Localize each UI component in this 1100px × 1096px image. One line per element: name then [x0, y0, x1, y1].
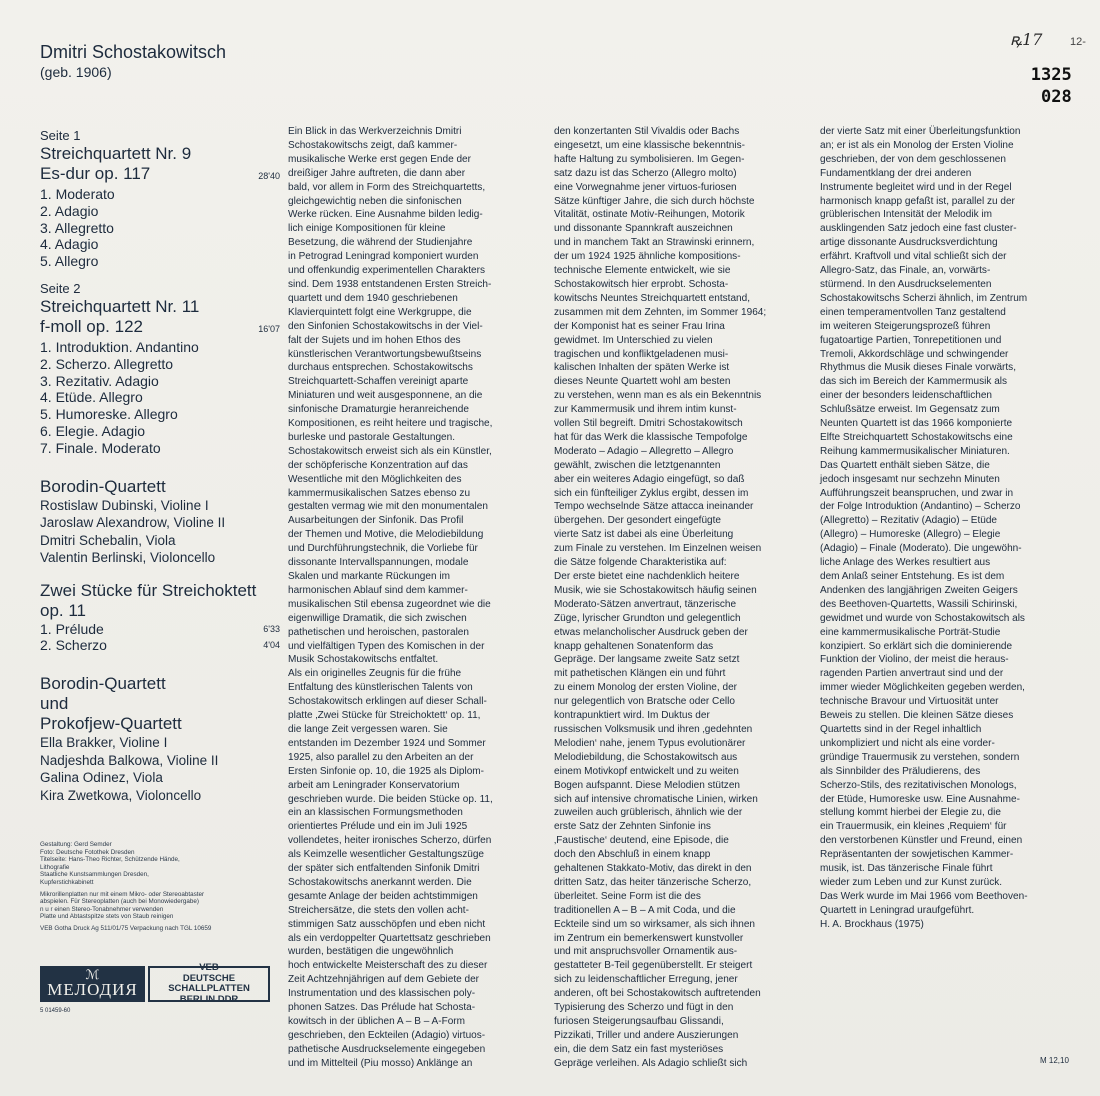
veb-logo — [148, 962, 270, 1005]
movement: 2. Adagio — [40, 202, 99, 219]
playback-note: n u r einen Stereo-Tonabnehmer verwenden — [40, 905, 164, 913]
veb-line: SCHALLPLATTEN — [168, 983, 250, 994]
credit-line: Kupferstichkabinett — [40, 878, 94, 886]
piece-row — [40, 621, 280, 638]
movement: 2. Scherzo. Allegretto — [40, 355, 174, 372]
melodia-logo — [40, 966, 145, 1002]
side-2-label: Seite 2 — [40, 280, 81, 296]
movement: 5. Allegro — [40, 253, 99, 270]
catalog-number-2: 028 — [1041, 87, 1072, 107]
performer: Nadjeshda Balkowa, Violine II — [40, 752, 219, 768]
melodia-name: МЕЛОДИЯ — [47, 980, 138, 999]
handwritten-small: 12- — [1070, 36, 1086, 48]
side-1-label: Seite 1 — [40, 128, 81, 143]
movement: 4. Adagio — [40, 236, 99, 253]
credit-line: Foto: Deutsche Fotothek Dresden — [40, 848, 135, 856]
piece-duration: 6'33 — [263, 623, 280, 634]
side-1-work-key-row — [40, 164, 280, 186]
side-1-duration: 28'40 — [258, 171, 280, 181]
printer-line: VEB Gotha Druck Ag 511/01/75 Verpackung nach TGL 10659 — [40, 924, 212, 932]
ensemble-2-name-1: Borodin-Quartett — [40, 674, 166, 694]
essay-column-2: den konzertanten Stil Vivaldis oder Bachs eingesetzt, um eine klassische bekenntnis- hafte Haltung zu symbolisieren. Im Gegen- satz dazu ist das Scherzo (Allegro molto) eine Vorwegnahme jener virtuos-furiosen Sätze künftiger Jahre, die sich durch höchste Vitalität, ostinate Motiv-Reihungen, Motorik und dissonante Spannkraft auszeichnen und in manchem Takt an Strawinski erinnern, der um 1924 1925 ähnliche kompositions- technische Elemente entwickelt, wie sie Schostakowitsch hier erprobt. Schosta- kowitschs Neuntes Streichquartett entstand, zusammen mit dem Zehnten, im Sommer 1964; der Komponist hat es seiner Frau Irina gewidmet. Im Unterschied zu vielen tragischen und konfliktgeladenen musi- kalischen Inhalten der späten Werke ist dieses Neunte Quartett wohl am besten zu verstehen, wenn man es als ein Bekenntnis zur Kammermusik und ihrem intim kunst- vollen Stil begreift. Dmitri Schostakowitsch hat für das Werk die klassische Tempofolge Moderato – Adagio – Allegretto – Allegro gewählt, zwischen die letztgenannten aber ein weiteres Adagio eingefügt, so daß sich ein fünfteiliger Zyklus ergibt, dessen im Tempo wechselnde Sätze attacca ineinander übergehen. Der gesondert eingefügte vierte Satz ist dabei als eine Überleitung zum Finale zu verstehen. Im Einzelnen weisen die Sätze folgende Charakteristika auf: Der erste bietet eine nachdenklich heitere Musik, wie sie Schostakowitsch häufig seinen Moderato-Sätzen anvertraut, tänzerische Züge, lyrischer Grundton und gelegentlich etwas melancholischer Ausdruck geben der knapp gehaltenen Sonatenform das Gepräge. Der langsame zweite Satz setzt mit pathetischen Klängen ein und führt zu einem Monolog der ersten Violine, der nur gelegentlich von Bratsche oder Cello kontrapunktiert wird. Im Duktus der russischen Volksmusik und ihren ‚gedehnten Melodien‘ nahe, jenem Typus evolutionärer Melodiebildung, die Schostakowitsch aus einem Motivkopf entwickelt und zu weiten Bogen aufspannt. Diese Melodien stützen sich auf intensive chromatische Linien, wirken zuweilen auch grüblerisch, ähnlich wie der erste Satz der Zehnten Sinfonie ins ‚Faustische‘ deutend, eine Episode, die doch den Abschluß in einem knapp gehaltenen Stakkato-Motiv, das direkt in den dritten Satz, das heiter tänzerische Scherzo, überleitet. Seine Form ist die des traditionellen A – B – A mit Coda, und die Eckteile sind um so wirksamer, als sich ihnen im Zentrum ein bemerkenswert kunstvoller und mit anspruchsvoller Ornamentik aus- gestatteter B-Teil gegenüberstellt. Er steigert sich zu leidenschaftlicher Erregung, jener anderen, oft bei Schostakowitsch auftretenden Typisierung des Scherzo und fügt in den furiosen Steigerungsaufbau Glissandi, Pizzikati, Triller und andere Auszierungen ein, die dem Satz ein fast mysteriöses Gepräge verleihen. Als Adagio schließt sich — [554, 126, 767, 1069]
performer: Valentin Berlinski, Violoncello — [40, 550, 216, 566]
work-3-title: Zwei Stücke für Streichoktett — [40, 580, 257, 600]
side-2-work-key: f-moll op. 122 — [40, 316, 143, 336]
essay-column-1: Ein Blick in das Werkverzeichnis Dmitri Schostakowitschs zeigt, daß kammer- musikalische Werke erst gegen Ende der dreißiger Jahre auftreten, die dann aber bald, vor allem in Form des Streichquartetts, gleichgewichtig neben die sinfonischen Werke rücken. Eine Ausnahme bilden ledig- lich einige Kompositionen für kleine Besetzung, die während der Studienjahre in Petrograd Leningrad komponiert wurden und offenkundig experimentellen Charakters sind. Dem 1938 entstandenen Ersten Streich- quartett und dem 1940 geschriebenen Klavierquintett folgt eine Werkgruppe, die den Sinfonien Schostakowitschs in der Viel- falt der Sujets und im hohen Ethos des künstlerischen Verantwortungsbewußtseins durchaus entsprechen. Schostakowitschs Streichquartett-Schaffen vereinigt aparte Miniaturen und weit ausgesponnene, an die sinfonische Dramaturgie heranreichende Kompositionen, es reiht heitere und tragische, burleske und pastorale Gestaltungen. Schostakowitsch erweist sich als ein Künstler, der schöpferische Konzentration auf das Wesentliche mit den Möglichkeiten des kammermusikalischen Satzes ebenso zu gestalten vermag wie mit den monumentalen Ausarbeitungen der Sinfonik. Das Profil der Themen und Motive, die Melodiebildung und Durchführungstechnik, die Vorliebe für dissonante Intervallspannungen, modale Skalen und markante Rückungen im harmonischen Ablauf sind dem kammer- musikalischen Stil ebensa zugeordnet wie die eigenwillige Dramatik, die sich zwischen pathetischen und heroischen, pastoralen und vielfältigen Typen des Komischen in der Musik Schostakowitschs entfaltet. Als ein originelles Zeugnis für die frühe Entfaltung des künstlerischen Talents von Schostakowitsch erklingen auf dieser Schall- platte ‚Zwei Stücke für Streichoktett‘ op. 11, die lange Zeit vergessen waren. Sie entstanden im Dezember 1924 und Sommer 1925, also parallel zu den Arbeiten an der Ersten Sinfonie op. 10, die 1925 als Diplom- arbeit am Leningrader Konservatorium geschrieben wurde. Die beiden Stücke op. 11, ein an klassischen Formungsmethoden orientiertes Prélude und ein im Juli 1925 vollendetes, heiter ironisches Scherzo, dürfen als Keimzelle wesentlicher Gestaltungszüge der später sich entfaltenden Sinfonik Dmitri Schostakowitschs anerkannt werden. Die gesamte Anlage der beiden achtstimmigen Streichersätze, die stets den vollen acht- stimmigen Satz ausschöpfen und eben nicht als ein verdoppelter Quartettsatz geschrieben wurden, bestätigen die ungewöhnlich hoch entwickelte Meisterschaft des zu dieser Zeit Achtzehnjährigen auf dem Gebiete der Instrumentation und des klassischen poly- phonen Satzes. Das Prélude hat Schosta- kowitsch in der üblichen A – B – A-Form geschrieben, den Eckteilen (Adagio) virtuos- pathetische Ausdruckselemente eingegeben und im Mittelteil (Piu mosso) Anklänge an — [288, 126, 493, 1069]
side-2-work-title: Streichquartett Nr. 11 — [40, 296, 200, 316]
essay-column-3: der vierte Satz mit einer Überleitungsfunktion an; er ist als ein Monolog der Ersten Violine geschrieben, der von dem geschlossenen Fundamentklang der drei anderen Instrumente begleitet wird und in der Regel harmonisch knapp gefaßt ist, parallel zu der grüblerischen Intensität der Melodik im ausklingenden Satz jedoch eine fast cluster- artige dissonante Ausdrucksverdichtung erfährt. Kraftvoll und vital schließt sich der Allegro-Satz, das Finale, an, vorwärts- stürmend. In den Ausdruckselementen Schostakowitschs Scherzi ähnlich, im Zentrum einen temperamentvollen Tanz gestaltend im weiteren Steigerungsprozeß führen fugatoartige Partien, Tonrepetitionen und Tremoli, Akkordschläge und schwingender Rhythmus die Musik dieses Finale vorwärts, das sich im Bereich der Kammermusik als einer der besonders leidenschaftlichen Schlußsätze erweist. Im Gegensatz zum Neunten Quartett ist das 1966 komponierte Elfte Streichquartett Schostakowitschs eine Reihung kammermusikalischer Miniaturen. Das Quartett enthält sieben Sätze, die jedoch insgesamt nur sechzehn Minuten Aufführungszeit beanspruchen, und zwar in der Folge Introduktion (Andantino) – Scherzo (Allegretto) – Rezitativ (Adagio) – Etüde (Allegro) – Humoreske (Allegro) – Elegie (Adagio) – Finale (Moderato). Die ungewöhn- liche Anlage des Werkes resultiert aus dem Anlaß seiner Entstehung. Es ist dem Andenken des langjährigen Zweiten Geigers des Beethoven-Quartetts, Wassili Schirinski, gewidmet und wurde von Schostakowitsch als eine kammermusikalische Porträt-Studie konzipiert. So erklärt sich die dominierende Funktion der Violino, der meist die heraus- ragenden Partien anvertraut sind und der immer wieder Möglichkeiten gegeben werden, technische Bravour und Virtuosität unter Beweis zu stellen. Die kleinen Sätze dieses Quartetts sind in der Regel inhaltlich unkompliziert und nicht als eine vorder- gründige Trauermusik zu verstehen, sondern als Sinnbilder des Präludierens, des Scherzo-Stils, des rezitativischen Monologs, der Etüde, Humoreske usw. Eine Ausnahme- stellung kommt hierbei der Elegie zu, die ein Trauermusik, ein kleines ‚Requiem‘ für den verstorbenen Künstler und Freund, einen Repräsentanten der sowjetischen Kammer- musik, ist. Das tänzerische Finale führt wieder zum Leben und zur Kunst zurück. Das Werk wurde im Mai 1966 vom Beethoven- Quartett in Leningrad uraufgeführt. H. A. Brockhaus (1975) — [820, 126, 1028, 930]
credits — [40, 841, 280, 933]
price-code: M 12,10 — [1040, 1056, 1069, 1065]
piece-duration: 4'04 — [263, 640, 280, 651]
side-1-work-key: Es-dur op. 117 — [40, 164, 151, 183]
piece-name: 2. Scherzo — [40, 637, 107, 654]
ensemble-1-name: Borodin-Quartett — [40, 476, 166, 496]
veb-line: VEB — [199, 962, 219, 973]
performer: Ella Brakker, Violine I — [40, 735, 168, 751]
credit-line: Staatliche Kunstsammlungen Dresden, — [40, 871, 149, 879]
piece-row — [40, 637, 280, 654]
side-2-duration: 16'07 — [258, 323, 280, 334]
order-code: 5 01459-60 — [40, 1008, 71, 1014]
veb-line: DEUTSCHE — [182, 972, 236, 984]
handwritten-mark: ꝶ17 — [1010, 30, 1043, 49]
movement: 1. Moderato — [40, 186, 115, 202]
performer: Kira Zwetkowa, Violoncello — [40, 787, 202, 803]
veb-line: BERLIN DDR — [179, 993, 239, 1005]
performer: Galina Odinez, Viola — [40, 770, 163, 786]
side-2-work-key-row — [40, 317, 280, 339]
label-logos — [40, 962, 270, 1005]
performer: Jaroslaw Alexandrow, Violine II — [40, 515, 226, 531]
movement: 4. Etüde. Allegro — [40, 389, 143, 406]
composer-name: Dmitri Schostakowitsch — [40, 42, 227, 62]
movement: 3. Allegretto — [40, 219, 114, 236]
movement: 6. Elegie. Adagio — [40, 422, 146, 439]
movement: 1. Introduktion. Andantino — [40, 338, 199, 355]
credit-line: Lithografie — [40, 863, 70, 871]
movement: 7. Finale. Moderato — [40, 439, 161, 456]
movement: 5. Humoreske. Allegro — [40, 406, 178, 423]
melodia-mark-icon: ℳ — [85, 967, 100, 982]
catalog-number-1: 1325 — [1030, 65, 1072, 85]
playback-note: abspielen. Für Stereoplatten (auch bei Monowiedergabe) — [40, 898, 199, 906]
track-listing — [40, 125, 280, 804]
movement: 3. Rezitativ. Adagio — [40, 372, 159, 389]
credit-line: Titelseite: Hans-Theo Richter, Schützende Hände, — [40, 856, 180, 864]
performer: Dmitri Schebalin, Viola — [40, 532, 176, 548]
playback-note: Mikrorillenplatten nur mit einem Mikro- oder Stereoabtaster — [40, 890, 205, 898]
ensemble-2-name-2: Prokofjew-Quartett — [40, 714, 182, 734]
playback-note: Platte und Abtastspitze stets von Staub reinigen — [40, 913, 174, 921]
work-3-opus: op. 11 — [40, 600, 87, 620]
catalog-number — [1015, 64, 1072, 108]
performer: Rostislaw Dubinski, Violine I — [40, 497, 209, 513]
composer-birth: (geb. 1906) — [40, 64, 112, 80]
piece-name: 1. Prélude — [40, 620, 104, 637]
ensemble-2-and: und — [40, 694, 69, 714]
credit-line: Gestaltung: Gerd Semder — [40, 841, 112, 848]
side-1-work-title: Streichquartett Nr. 9 — [40, 144, 192, 163]
